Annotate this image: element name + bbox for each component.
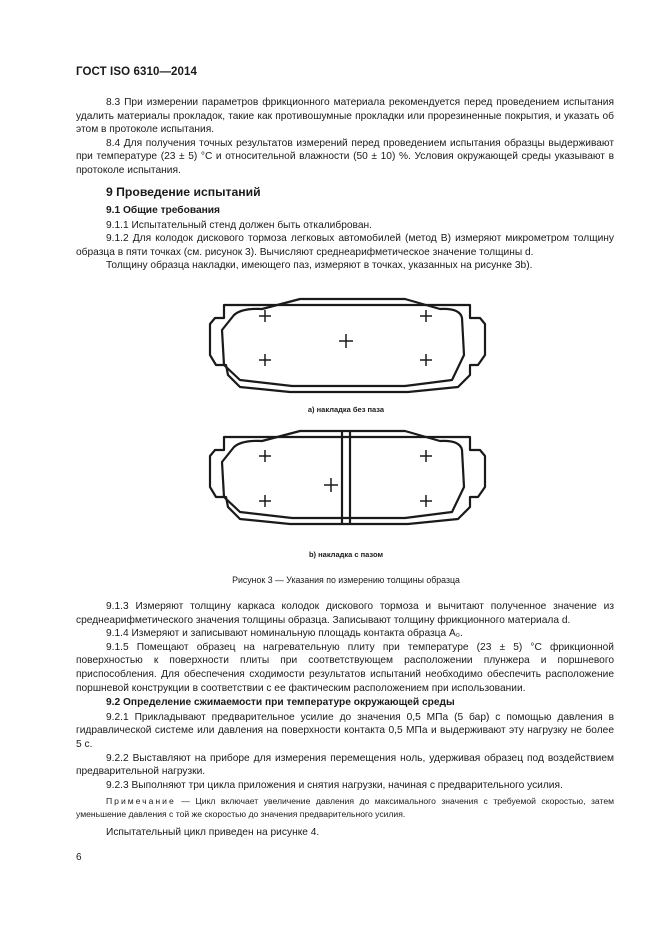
section-9-heading: 9 Проведение испытаний — [106, 185, 261, 199]
paragraph-9-1-2b: Толщину образца накладки, имеющего паз, измеряют в точках, указанных на рисунке 3b). — [106, 260, 533, 272]
note-label: Примечание — [106, 796, 176, 807]
note-text: — Цикл включает увеличение давления до максимального значения с требуемой скоростью, затем уменьшение давления с той же скоростью до значения предварительного усилия. — [76, 796, 615, 820]
figure-3a-label: а) накладка без паза — [307, 405, 385, 414]
figure-3-caption: Рисунок 3 — Указания по измерению толщины образца — [232, 575, 460, 585]
paragraph-final: Испытательный цикл приведен на рисунке 4. — [106, 827, 320, 839]
figure-3b-label: b) накладка с пазом — [308, 550, 384, 559]
subsection-9-2-heading: 9.2 Определение сжимаемости при температуре окружающей среды — [106, 697, 455, 709]
paragraph-9-1-5: 9.1.5 Помещают образец на нагревательную плиту при температуре (23 ± 5) °С фрикционной поверхностью к поверхности плиты при соответствующем расположении плунжера и поршневого приспособления. Для обеспечения сходимости результатов испытаний необходимо обеспечить расположение поршневой конструкции в соответствии с ее фактическим расположением при использовании. — [76, 641, 614, 694]
measurement-points-a — [259, 310, 432, 366]
measurement-points-b — [259, 450, 432, 507]
section-9-continued — [76, 600, 614, 840]
paragraph-8-4: 8.4 Для получения точных результатов измерений перед проведением испытания образцы выдерживают при температуре (23 ± 5) °С и относительной влажности (50 ± 10) %. Условия окружающей среды указывают в протоколе испытания. — [76, 137, 614, 176]
paragraph-9-1-3: 9.1.3 Измеряют толщину каркаса колодок дискового тормоза и вычитают полученное значение из среднеарифметического значения толщины образца. Записывают толщину фрикционного материала d. — [76, 601, 614, 626]
pad-without-slot-drawing — [210, 299, 485, 392]
note — [76, 795, 614, 821]
paragraph-9-1-1: 9.1.1 Испытательный стенд должен быть откалиброван. — [106, 219, 372, 231]
paragraph-9-1-4: 9.1.4 Измеряют и записывают номинальную площадь контакта образца A₀. — [106, 628, 463, 640]
paragraph-9-2-1: 9.2.1 Прикладывают предварительное усилие до значения 0,5 МПа (5 бар) с помощью давления в гидравлической системе или давления на поверхности контакта 0,5 МПа и выдерживают эту нагрузку не более 5 с. — [76, 711, 614, 750]
paragraph-9-2-3: 9.2.3 Выполняют три цикла приложения и снятия нагрузки, начиная с предварительного усилия. — [106, 779, 563, 791]
document-header: ГОСТ ISO 6310—2014 — [76, 66, 198, 78]
paragraph-9-1-2: 9.1.2 Для колодок дискового тормоза легковых автомобилей (метод В) измеряют микрометром толщину образца в пяти точках (см. рисунок 3). Вычисляют среднеарифметическое значение толщины d. — [76, 233, 614, 258]
paragraph-9-2-2: 9.2.2 Выставляют на приборе для измерения перемещения ноль, удерживая образец под воздействием предварительной нагрузки. — [76, 752, 614, 778]
subsection-9-1-heading: 9.1 Общие требования — [106, 205, 220, 216]
page-number: 6 — [76, 852, 82, 863]
paragraph-8-3: 8.3 При измерении параметров фрикционного материала рекомендуется перед проведением испытания удалить материалы прокладок, такие как противошумные прокладки или прорезиненные покрытия, и указать об этом в протоколе испытания. — [76, 97, 614, 136]
pad-with-slot-drawing — [210, 431, 485, 524]
